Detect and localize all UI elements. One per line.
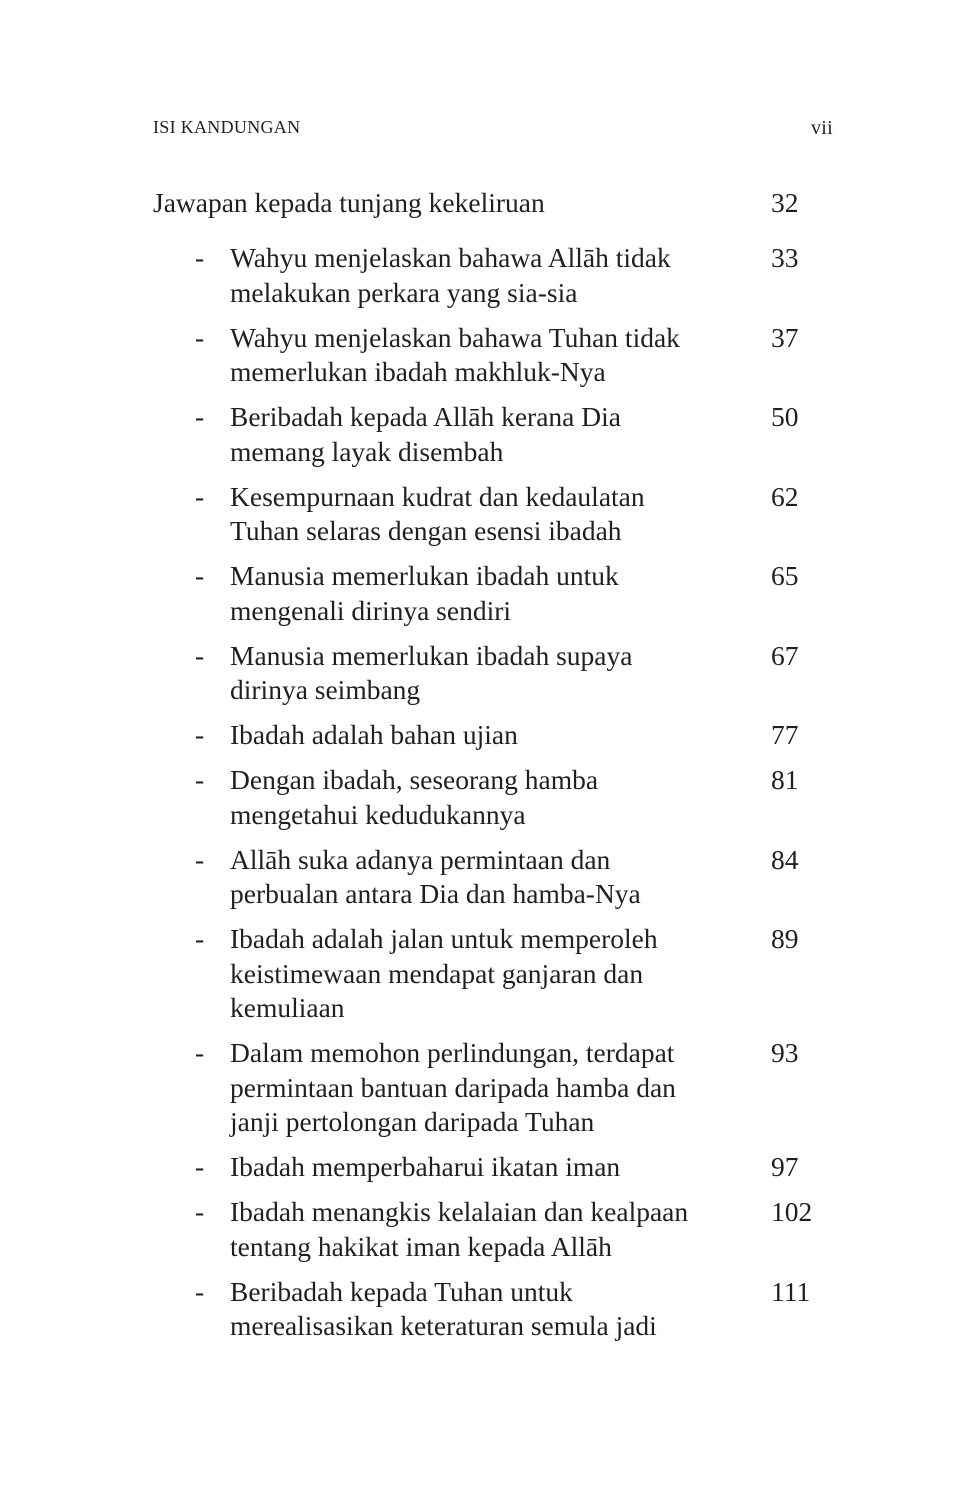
toc-item-page-number: 93 (771, 1037, 799, 1068)
toc-item-dash: - (195, 923, 205, 954)
toc-item-page-number: 84 (771, 843, 799, 875)
toc-item-line: permintaan bantuan daripada hamba dan (230, 1071, 676, 1103)
toc-item-page-number: 111 (771, 1275, 811, 1307)
toc-item-line: Tuhan selaras dengan esensi ibadah (230, 515, 622, 546)
toc-item-page-number: 50 (771, 401, 799, 432)
toc-item (153, 639, 833, 708)
toc-item-line: dirinya seimbang (230, 674, 421, 705)
toc-item-line: Ibadah menangkis kelalaian dan kealpaan (230, 1196, 689, 1227)
toc-item-text (230, 843, 750, 912)
toc-item-page-number: 81 (771, 764, 799, 795)
toc-item-line: Manusia memerlukan ibadah supaya (230, 639, 633, 671)
toc-item (153, 763, 833, 832)
toc-item-dash: - (195, 1037, 205, 1068)
toc-item-dash: - (195, 719, 205, 750)
toc-item-text (230, 718, 750, 753)
toc-item-page-number: 77 (771, 719, 799, 750)
toc-item-text (230, 241, 750, 310)
toc-item (153, 400, 833, 469)
toc-item-line: Dengan ibadah, seseorang hamba (230, 764, 599, 795)
toc-item-page-number: 67 (771, 639, 799, 671)
toc-item-text (230, 400, 750, 469)
toc-item-dash: - (195, 560, 205, 591)
toc-item-page-number: 97 (771, 1151, 799, 1182)
toc-item-page-number: 37 (771, 321, 799, 353)
toc-item-line: perbualan antara Dia dan hamba-Nya (230, 878, 641, 909)
toc-item-page-number: 102 (771, 1196, 813, 1227)
toc-item-line: janji pertolongan daripada Tuhan (230, 1106, 595, 1137)
toc-item (153, 1150, 833, 1185)
toc-main-page-number: 32 (771, 187, 799, 218)
toc-item-text (230, 1275, 750, 1344)
toc-item-text (230, 1195, 750, 1264)
table-of-contents (153, 186, 833, 1354)
toc-item-dash: - (195, 242, 205, 273)
toc-item-page-number: 62 (771, 480, 799, 512)
toc-item-text (230, 763, 750, 832)
toc-item (153, 718, 833, 753)
toc-item-line: Ibadah memperbaharui ikatan iman (230, 1151, 621, 1182)
toc-item-line: Beribadah kepada Tuhan untuk (230, 1275, 573, 1307)
toc-item-dash: - (195, 1275, 205, 1307)
toc-item-line: Allāh suka adanya permintaan dan (230, 843, 611, 875)
toc-item-page-number: 65 (771, 560, 799, 591)
toc-item-line: mengetahui kedudukannya (230, 798, 526, 830)
toc-item-text (230, 1036, 750, 1140)
running-head (153, 117, 833, 143)
toc-item-text (230, 321, 750, 390)
toc-item-line: Dalam memohon perlindungan, terdapat (230, 1037, 675, 1068)
toc-item-text (230, 559, 750, 628)
toc-item-dash: - (195, 321, 205, 353)
toc-item-line: merealisasikan keteraturan semula jadi (230, 1310, 657, 1341)
toc-item-dash: - (195, 764, 205, 795)
toc-item-dash: - (195, 843, 205, 875)
page-number: vii (810, 117, 833, 139)
running-head-title: ISI KANDUNGAN (153, 117, 301, 137)
toc-item (153, 1275, 833, 1344)
toc-item (153, 1195, 833, 1264)
toc-item-line: Wahyu menjelaskan bahawa Tuhan tidak (230, 321, 680, 353)
toc-item (153, 843, 833, 912)
toc-item-line: memang layak disembah (230, 435, 504, 467)
toc-item-line: Kesempurnaan kudrat dan kedaulatan (230, 480, 645, 512)
toc-item-line: Wahyu menjelaskan bahawa Allāh tidak (230, 242, 671, 273)
toc-item-dash: - (195, 480, 205, 512)
toc-item (153, 922, 833, 1026)
toc-item-line: Manusia memerlukan ibadah untuk (230, 560, 619, 591)
toc-main-title: Jawapan kepada tunjang kekeliruan (153, 187, 545, 218)
toc-item-line: Beribadah kepada Allāh kerana Dia (230, 401, 621, 432)
toc-item-dash: - (195, 1151, 205, 1182)
toc-item-line: tentang hakikat iman kepada Allāh (230, 1230, 612, 1262)
toc-item-line: Ibadah adalah jalan untuk memperoleh (230, 923, 658, 954)
toc-item (153, 1036, 833, 1140)
toc-item-page-number: 33 (771, 242, 799, 273)
toc-item-list (153, 241, 833, 1344)
toc-item (153, 559, 833, 628)
toc-item (153, 321, 833, 390)
toc-item-line: keistimewaan mendapat ganjaran dan (230, 957, 644, 989)
toc-item-line: melakukan perkara yang sia-sia (230, 276, 578, 308)
toc-item-text (230, 1150, 750, 1185)
toc-item-text (230, 922, 750, 1026)
toc-item-line: memerlukan ibadah makhluk-Nya (230, 356, 606, 387)
toc-item (153, 480, 833, 549)
toc-item-page-number: 89 (771, 923, 799, 954)
toc-item-dash: - (195, 1196, 205, 1227)
toc-item-dash: - (195, 639, 205, 671)
toc-item-text (230, 639, 750, 708)
toc-item-dash: - (195, 401, 205, 432)
toc-item-line: Ibadah adalah bahan ujian (230, 719, 518, 750)
toc-item-line: kemuliaan (230, 992, 345, 1023)
toc-item (153, 241, 833, 310)
toc-item-text (230, 480, 750, 549)
toc-main-entry (153, 186, 833, 220)
toc-item-line: mengenali dirinya sendiri (230, 594, 512, 626)
